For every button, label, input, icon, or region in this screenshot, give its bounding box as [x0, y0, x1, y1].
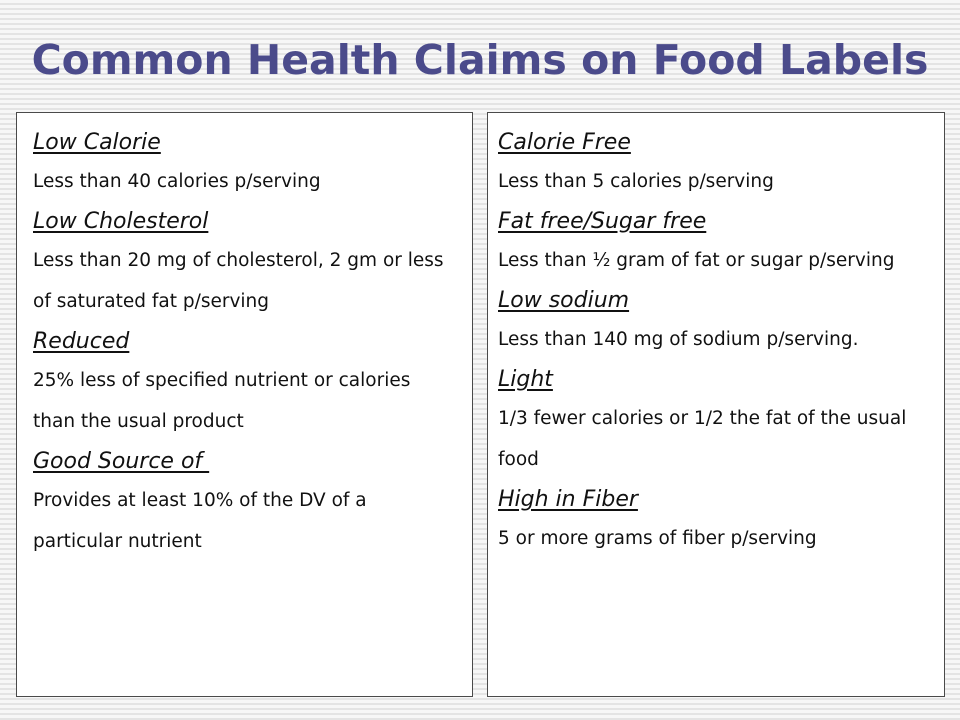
claim-definition: Less than 140 mg of sodium p/serving.	[498, 329, 859, 350]
claim-definition: Provides at least 10% of the DV of a particular nutrient	[33, 490, 367, 552]
claim-term: Reduced	[33, 329, 130, 354]
claim-high-in-fiber	[498, 482, 944, 559]
claim-definition: Less than 40 calories p/serving	[33, 171, 321, 192]
claim-definition: 25% less of specified nutrient or calories than the usual product	[33, 370, 411, 432]
claim-term: Fat free/Sugar free	[498, 209, 707, 234]
left-claims-panel	[16, 112, 473, 697]
claim-low-sodium	[498, 283, 944, 360]
claim-definition: 1/3 fewer calories or 1/2 the fat of the usual food	[498, 408, 907, 470]
claim-definition: Less than 20 mg of cholesterol, 2 gm or less of saturated fat p/serving	[33, 250, 444, 312]
claim-term: Good Source of	[33, 449, 210, 474]
slide-title: Common Health Claims on Food Labels	[31, 36, 929, 84]
claim-definition: Less than ½ gram of fat or sugar p/serving	[498, 250, 895, 271]
claim-definition: Less than 5 calories p/serving	[498, 171, 774, 192]
claim-calorie-free	[498, 125, 944, 202]
claim-term: Low Calorie	[33, 130, 161, 155]
claim-reduced	[33, 324, 472, 442]
claim-light	[498, 362, 944, 480]
claim-fat-free-sugar-free	[498, 204, 944, 281]
claim-low-calorie	[33, 125, 472, 202]
claim-term: Low Cholesterol	[33, 209, 209, 234]
claim-term: Calorie Free	[498, 130, 631, 155]
claim-term: Light	[498, 367, 553, 392]
claim-definition: 5 or more grams of fiber p/serving	[498, 528, 817, 549]
claim-good-source-of	[33, 444, 472, 562]
right-claims-panel	[487, 112, 945, 697]
claim-term: Low sodium	[498, 288, 630, 313]
claim-term: High in Fiber	[498, 487, 638, 512]
claim-low-cholesterol	[33, 204, 472, 322]
